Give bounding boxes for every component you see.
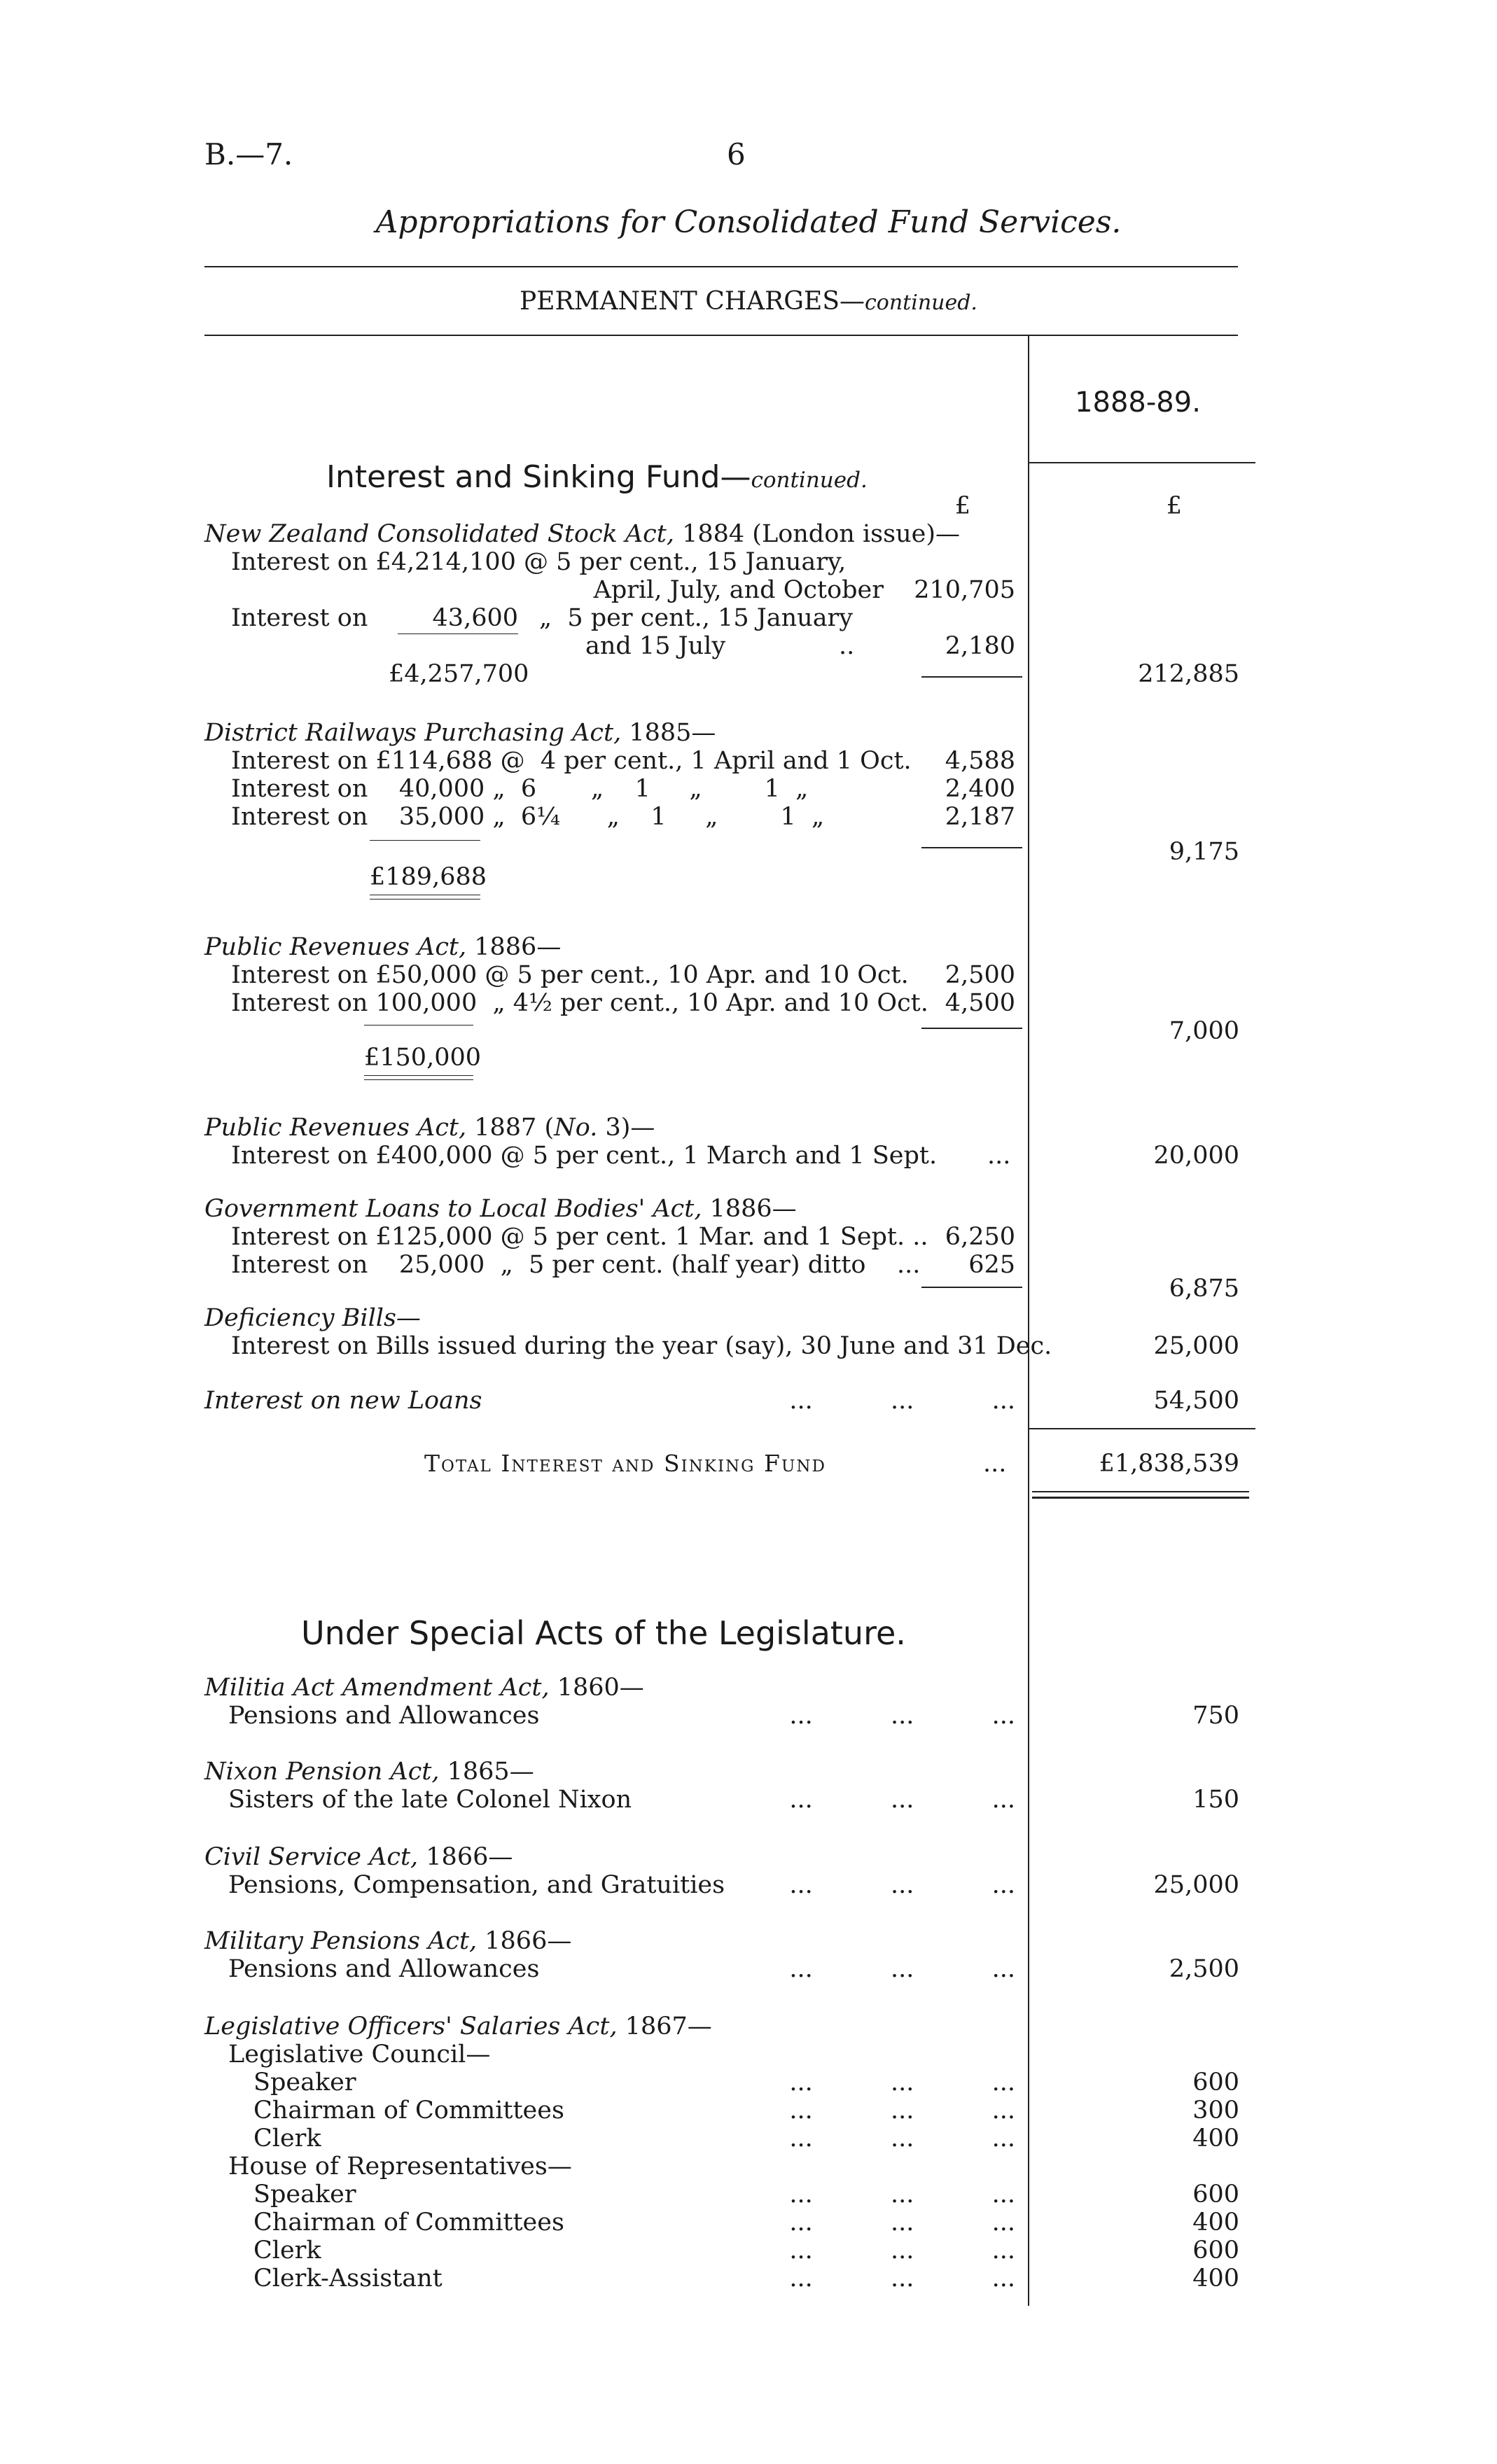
line-item: Clerk: [253, 2124, 321, 2152]
rule: [921, 847, 1022, 848]
act-title: Public Revenues Act, 1886—: [204, 933, 562, 961]
value: 2,500: [945, 961, 1015, 989]
value: 2,187: [945, 803, 1015, 831]
act-title: Public Revenues Act, 1887 (No. 3)—: [204, 1114, 655, 1142]
line-item: Interest on £125,000 @ 5 per cent. 1 Mar. and 1 Sept. ..: [231, 1223, 928, 1251]
rule: [1028, 1428, 1255, 1429]
result-value: 600: [1192, 2180, 1239, 2208]
value: 210,705: [914, 576, 1015, 604]
result-value: 600: [1192, 2068, 1239, 2096]
leader-dots: ... ... ...: [789, 1387, 1015, 1415]
line-item: Clerk: [253, 2236, 321, 2264]
page-number: 6: [727, 137, 746, 172]
rule: [364, 1075, 473, 1076]
rule: [921, 1287, 1022, 1288]
result-value: 25,000: [1153, 1871, 1239, 1899]
leader-dots: ... ... ...: [789, 1871, 1015, 1899]
result-value: 600: [1192, 2236, 1239, 2264]
total-label: Total Interest and Sinking Fund: [424, 1450, 826, 1477]
grand-total: £1,838,539: [1099, 1450, 1239, 1478]
result-value: 750: [1192, 1702, 1239, 1730]
subheading: Legislative Council—: [228, 2040, 491, 2068]
line-item: Interest on £114,688 @ 4 per cent., 1 April and 1 Oct.: [231, 747, 912, 775]
total-amount: £189,688: [370, 863, 487, 891]
result-value: 9,175: [1169, 838, 1239, 866]
rule: [921, 1028, 1022, 1029]
rule: [204, 335, 1238, 336]
line-item: Interest on 40,000 „ 6 „ 1 „ 1 „: [231, 775, 809, 803]
leader-dots: ... ... ...: [789, 2208, 1015, 2236]
act-title: Civil Service Act, 1866—: [204, 1843, 513, 1871]
line-item: April, July, and October: [593, 576, 884, 604]
act-title: Deficiency Bills—: [204, 1304, 421, 1332]
result-value: 300: [1192, 2096, 1239, 2124]
leader-dots: ..: [839, 632, 855, 660]
line-item: Pensions and Allowances: [228, 1702, 540, 1730]
line-item: Pensions and Allowances: [228, 1955, 540, 1983]
line-item: Interest on £400,000 @ 5 per cent., 1 March and 1 Sept.: [231, 1142, 938, 1170]
line-item: Chairman of Committees: [253, 2096, 564, 2124]
year-header: 1888-89.: [1075, 386, 1201, 419]
result-value: 150: [1192, 1786, 1239, 1814]
line-item: Interest on new Loans: [204, 1387, 482, 1415]
amount: 43,600: [432, 604, 518, 632]
rule: [364, 1025, 473, 1026]
result-value: 212,885: [1138, 660, 1239, 688]
value: 2,400: [945, 775, 1015, 803]
value: 6,250: [945, 1223, 1015, 1251]
leader-dots: ... ... ...: [789, 2180, 1015, 2208]
line-item: „ 5 per cent., 15 January: [539, 604, 854, 632]
leader-dots: ... ... ...: [789, 2124, 1015, 2152]
result-value: 400: [1192, 2124, 1239, 2152]
leader-dots: ... ... ...: [789, 2264, 1015, 2292]
value: 4,500: [945, 989, 1015, 1017]
rule: [921, 676, 1022, 678]
rule: [204, 266, 1238, 267]
result-value: 400: [1192, 2208, 1239, 2236]
leader-dots: ... ... ...: [789, 1702, 1015, 1730]
leader-dots: ... ... ...: [789, 1786, 1015, 1814]
interest-heading: Interest and Sinking Fund—continued.: [326, 459, 868, 495]
line-item: Interest on Bills issued during the year (say), 30 June and 31 Dec.: [231, 1332, 1052, 1360]
special-heading: Under Special Acts of the Legislature.: [301, 1614, 906, 1652]
column-divider: [1028, 335, 1029, 2306]
line-item: and 15 July: [585, 632, 726, 660]
unit-label: £: [1166, 492, 1182, 520]
result-value: 25,000: [1153, 1332, 1239, 1360]
leader-dots: ... ... ...: [789, 2236, 1015, 2264]
leader-dots: ...: [983, 1450, 1007, 1478]
unit-label: £: [954, 492, 970, 520]
act-title: Militia Act Amendment Act, 1860—: [204, 1674, 644, 1702]
act-title: District Railways Purchasing Act, 1885—: [204, 719, 716, 747]
act-title: Legislative Officers' Salaries Act, 1867—: [204, 2012, 712, 2040]
line-item: Interest on 100,000 „ 4½ per cent., 10 Apr. and 10 Oct.: [231, 989, 928, 1017]
rule: [364, 1079, 473, 1080]
value: 2,180: [945, 632, 1015, 660]
act-title: Military Pensions Act, 1866—: [204, 1927, 572, 1955]
section-heading: PERMANENT CHARGES—continued.: [520, 287, 977, 316]
line-item: Speaker: [253, 2180, 356, 2208]
page-title: Appropriations for Consolidated Fund Services.: [375, 204, 1122, 240]
subheading: House of Representatives—: [228, 2152, 572, 2180]
act-title: Government Loans to Local Bodies' Act, 1886—: [204, 1195, 797, 1223]
result-value: 54,500: [1153, 1387, 1239, 1415]
line-item: Interest on £50,000 @ 5 per cent., 10 Apr. and 10 Oct.: [231, 961, 909, 989]
leader-dots: ...: [987, 1142, 1011, 1170]
leader-dots: ... ... ...: [789, 2096, 1015, 2124]
total-amount: £4,257,700: [389, 660, 529, 688]
result-value: 7,000: [1169, 1017, 1239, 1045]
line-item: Interest on 35,000 „ 6¼ „ 1 „ 1 „: [231, 803, 825, 831]
line-item: Interest on: [231, 604, 368, 632]
act-title: New Zealand Consolidated Stock Act, 1884 (London issue)—: [204, 520, 960, 548]
value: 625: [968, 1251, 1015, 1279]
act-title: Nixon Pension Act, 1865—: [204, 1758, 534, 1786]
line-item: Clerk-Assistant: [253, 2264, 443, 2292]
result-value: 20,000: [1153, 1142, 1239, 1170]
rule: [370, 840, 480, 841]
value: 4,588: [945, 747, 1015, 775]
result-value: 400: [1192, 2264, 1239, 2292]
line-item: Interest on £4,214,100 @ 5 per cent., 15 January,: [231, 548, 847, 576]
rule: [1028, 462, 1255, 463]
leader-dots: ... ... ...: [789, 2068, 1015, 2096]
result-value: 2,500: [1169, 1955, 1239, 1983]
line-item: Speaker: [253, 2068, 356, 2096]
rule: [1032, 1491, 1249, 1492]
line-item: Interest on 25,000 „ 5 per cent. (half year) ditto ...: [231, 1251, 921, 1279]
leader-dots: ... ... ...: [789, 1955, 1015, 1983]
line-item: Pensions, Compensation, and Gratuities: [228, 1871, 725, 1899]
line-item: Chairman of Committees: [253, 2208, 564, 2236]
rule: [1032, 1497, 1249, 1499]
doc-reference: B.—7.: [204, 137, 293, 172]
result-value: 6,875: [1169, 1275, 1239, 1303]
line-item: Sisters of the late Colonel Nixon: [228, 1786, 632, 1814]
total-amount: £150,000: [364, 1044, 482, 1072]
